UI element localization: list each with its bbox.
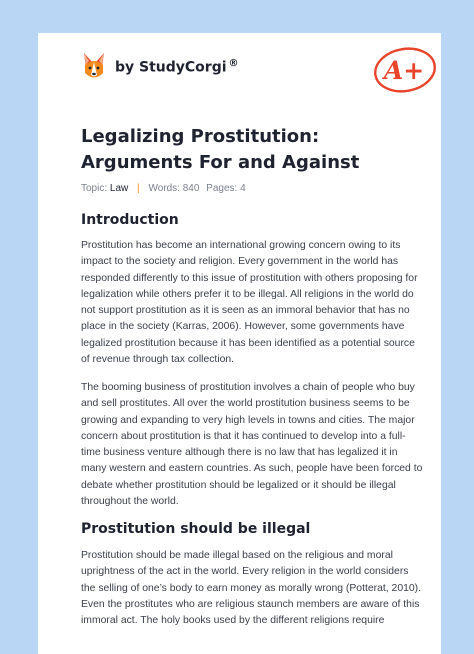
paragraph: The booming business of prostitution involves a chain of people who buy and sell prostitutes. All over the world prostitution business seems to be growing and expanding to very high levels in towns and cities. The major concern about prostitution is that it has continued to develop into a full-time business venture although there is no law that has legalized it in many western and eastern countries. As such, people have been forced to debate whether prostitution should be legalized or it should be illegal throughout the world. — [81, 382, 423, 508]
grade-text: A+ — [383, 56, 425, 85]
brand-name: by StudyCorgi ® — [115, 58, 239, 76]
paragraph: Prostitution should be made illegal based on the religious and moral uprightness of the act in the world. Every religion in the world considers the selling of one’s body to earn money as morally wrong (Potterat, 2010). Even the prostitutes who are religious staunch members are aware of this immoral act. The holy books used by the different religions require — [81, 550, 421, 627]
document-page — [38, 33, 441, 654]
section-heading-introduction: Introduction — [81, 212, 179, 228]
page-count: Pages: 4 — [206, 183, 246, 194]
brand[interactable] — [81, 51, 239, 83]
section-heading-illegal: Prostitution should be illegal — [81, 521, 311, 537]
topic-label: Topic: — [81, 183, 108, 194]
page-title: Legalizing Prostitution: Arguments For and Against — [81, 126, 360, 173]
meta-separator: | — [137, 183, 140, 194]
topic-value[interactable]: Law — [109, 183, 129, 194]
meta-info — [81, 183, 246, 194]
word-count: Words: 840 — [148, 183, 200, 194]
corgi-logo-icon — [81, 51, 107, 83]
paragraph: Prostitution has become an international growing concern owing to its impact to the society and religion. Every government in the world has responded differently to this issue of prostitution with others proposing for legalization while others prefer it to be illegal. All religions in the world do not support prostitution as it is seen as an immoral behavior that has no place in the society (Karras, 2006). However, some governments have legalized prostitution because it has been identified as a potential source of revenue through tax collection. — [81, 240, 418, 366]
grade-badge — [368, 44, 438, 94]
